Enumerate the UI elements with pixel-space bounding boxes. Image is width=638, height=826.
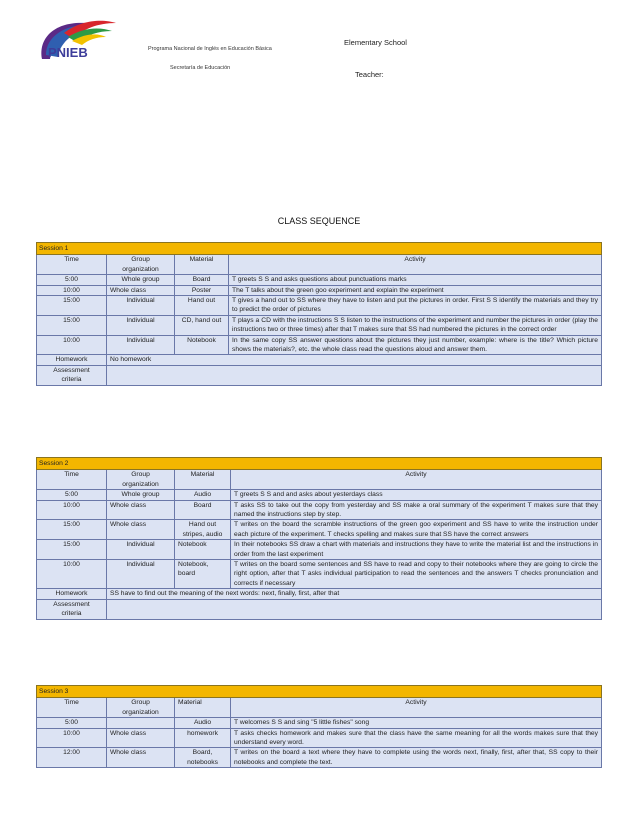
material-cell: Notebook, board [175, 560, 231, 589]
table-row [37, 560, 602, 589]
time-cell: 15:00 [37, 296, 107, 316]
assessment-row [37, 599, 602, 619]
group-cell: Individual [107, 315, 175, 335]
header-material: Material [175, 470, 231, 490]
group-cell: Whole class [107, 748, 175, 768]
time-cell: 15:00 [37, 315, 107, 335]
table-row [37, 520, 602, 540]
group-cell: Whole class [107, 285, 175, 295]
header-time: Time [37, 470, 107, 490]
time-cell: 15:00 [37, 540, 107, 560]
activity-cell: T plays a CD with the instructions S S listen to the instructions of the experiment and number the pictures in order (play the instructions two or three times) after that T makes sure that SS had numbered the pictures in the correct order [229, 315, 602, 335]
activity-cell: T gives a hand out to SS where they have to listen and put the pictures in order. First S S identify the materials and they try to predict the order of pictures [229, 296, 602, 316]
header-activity: Activity [229, 255, 602, 275]
time-cell: 10:00 [37, 335, 107, 355]
session-table-1 [36, 242, 602, 386]
material-cell: Audio [175, 490, 231, 500]
activity-cell: T greets S S and and asks about yesterdays class [231, 490, 602, 500]
table-row [37, 540, 602, 560]
session-title-row [37, 686, 602, 698]
table-row [37, 728, 602, 748]
group-cell: Individual [107, 296, 175, 316]
activity-cell: T asks checks homework and makes sure that the class have the same meaning for all the words makes sure that they understand every word. [231, 728, 602, 748]
group-cell: Individual [107, 560, 175, 589]
assessment-value [107, 599, 602, 619]
material-cell: Board [175, 275, 229, 285]
material-cell: homework [175, 728, 231, 748]
group-cell: Whole class [107, 520, 175, 540]
table-row [37, 315, 602, 335]
material-cell: Audio [175, 718, 231, 728]
session-table-2 [36, 457, 602, 620]
table-header-row [37, 255, 602, 275]
group-cell: Whole class [107, 728, 175, 748]
secretaria-name: Secretaría de Educación [170, 65, 231, 71]
group-cell: Whole group [107, 490, 175, 500]
table-row [37, 275, 602, 285]
header-material: Material [175, 255, 229, 275]
activity-cell: In their notebooks SS draw a chart with materials and instructions they have to write the material list and the instructions in order from the last experiment [231, 540, 602, 560]
material-cell: Board, notebooks [175, 748, 231, 768]
time-cell: 15:00 [37, 520, 107, 540]
header-activity: Activity [231, 470, 602, 490]
table-row [37, 335, 602, 355]
session-title: Session 3 [37, 686, 602, 698]
time-cell: 10:00 [37, 285, 107, 295]
session-title: Session 1 [37, 243, 602, 255]
time-cell: 5:00 [37, 490, 107, 500]
homework-row [37, 589, 602, 599]
school-name: Elementary School [344, 38, 407, 47]
time-cell: 5:00 [37, 275, 107, 285]
activity-cell: T asks SS to take out the copy from yesterday and SS make a oral summary of the experiment T makes sure that they named the instructions step by step. [231, 500, 602, 520]
header-material: Material [175, 698, 231, 718]
table-row [37, 285, 602, 295]
time-cell: 12:00 [37, 748, 107, 768]
activity-cell: T greets S S and asks questions about punctuations marks [229, 275, 602, 285]
activity-cell: T writes on the board a text where they have to complete using the words next, finally, first, after that, SS copy to their notebooks and complete the text. [231, 748, 602, 768]
session-title: Session 2 [37, 458, 602, 470]
table-row [37, 490, 602, 500]
header-time: Time [37, 698, 107, 718]
activity-cell: T writes on the board the scramble instructions of the green goo experiment and SS have to write the instruction under each picture of the experiment. T checks spelling and makes sure that SS have the correct answers [231, 520, 602, 540]
material-cell: Hand out stripes, audio [175, 520, 231, 540]
homework-label: Homework [37, 589, 107, 599]
session-title-row [37, 458, 602, 470]
activity-cell: T writes on the board some sentences and SS have to read and copy to their notebooks where they are going to circle the right option, after that T asks individual participation to read the sentences and the answers T checks pronunciation and corrects if necessary [231, 560, 602, 589]
session-title-row [37, 243, 602, 255]
homework-label: Homework [37, 355, 107, 365]
time-cell: 10:00 [37, 560, 107, 589]
material-cell: Notebook [175, 540, 231, 560]
teacher-label: Teacher: [355, 70, 384, 79]
activity-cell: T welcomes S S and sing "5 little fishes" song [231, 718, 602, 728]
homework-value: SS have to find out the meaning of the next words: next, finally, first, after that [107, 589, 602, 599]
group-cell: Individual [107, 540, 175, 560]
activity-cell: In the same copy SS answer questions about the pictures they just number, example: where is the title? Which picture shows the materials?, etc. the whole class read the questions aloud and answer them. [229, 335, 602, 355]
group-cell: Whole group [107, 275, 175, 285]
table-row [37, 748, 602, 768]
table-row [37, 500, 602, 520]
material-cell: Board [175, 500, 231, 520]
homework-value: No homework [107, 355, 602, 365]
table-row [37, 718, 602, 728]
group-cell: Individual [107, 335, 175, 355]
group-cell [107, 718, 175, 728]
session-table-3 [36, 685, 602, 768]
time-cell: 10:00 [37, 500, 107, 520]
pnieb-logo [34, 15, 120, 77]
activity-cell: The T talks about the green goo experiment and explain the experiment [229, 285, 602, 295]
assessment-label: Assessment criteria [37, 365, 107, 385]
table-header-row [37, 698, 602, 718]
table-row [37, 296, 602, 316]
material-cell: Hand out [175, 296, 229, 316]
material-cell: Notebook [175, 335, 229, 355]
header-time: Time [37, 255, 107, 275]
logo-text: PNIEB [48, 45, 88, 60]
assessment-row [37, 365, 602, 385]
time-cell: 5:00 [37, 718, 107, 728]
homework-row [37, 355, 602, 365]
time-cell: 10:00 [37, 728, 107, 748]
header-group: Group organization [107, 470, 175, 490]
group-cell: Whole class [107, 500, 175, 520]
page-title: CLASS SEQUENCE [277, 216, 361, 226]
header-group: Group organization [107, 255, 175, 275]
assessment-value [107, 365, 602, 385]
header-activity: Activity [231, 698, 602, 718]
table-header-row [37, 470, 602, 490]
material-cell: CD, hand out [175, 315, 229, 335]
material-cell: Poster [175, 285, 229, 295]
program-name: Programa Nacional de Inglés en Educación Básica [148, 46, 272, 52]
assessment-label: Assessment criteria [37, 599, 107, 619]
header-group: Group organization [107, 698, 175, 718]
